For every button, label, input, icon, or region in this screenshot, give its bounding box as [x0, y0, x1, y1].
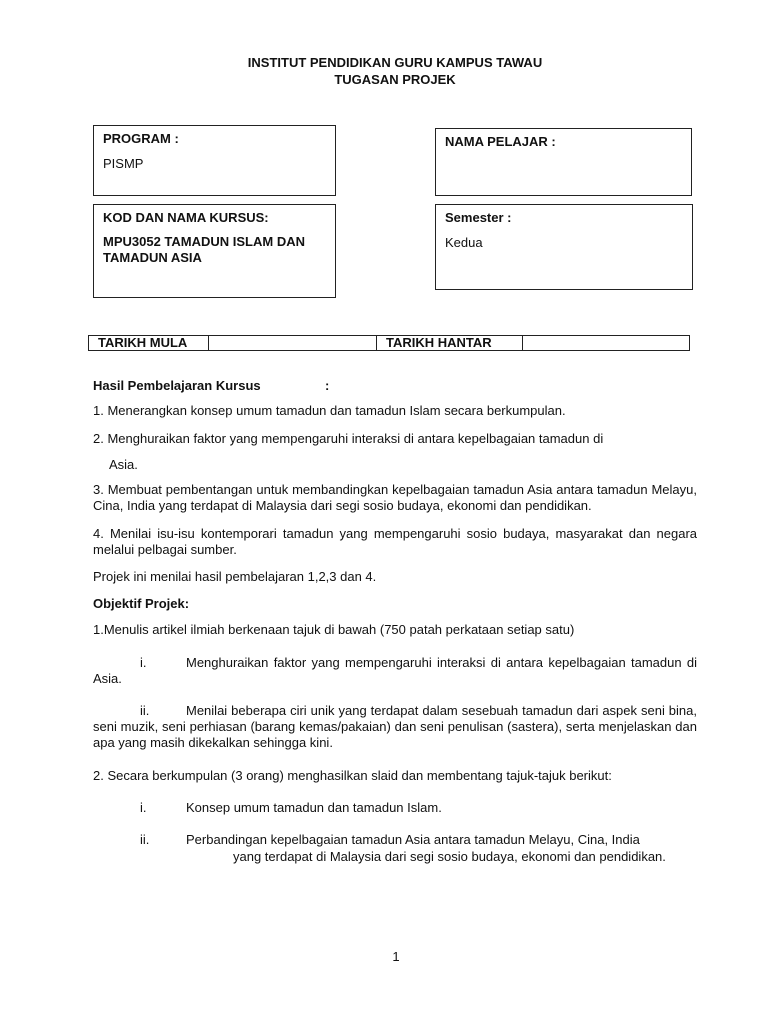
semester-label: Semester : — [445, 210, 512, 225]
task-2: 2. Secara berkumpulan (3 orang) menghasilkan slaid dan membentang tajuk-tajuk berikut: — [93, 768, 612, 783]
task-1-item-ii — [93, 703, 697, 751]
semester-box — [435, 204, 693, 290]
task-1: 1.Menulis artikel ilmiah berkenaan tajuk di bawah (750 patah perkataan setiap satu) — [93, 622, 575, 637]
task-2-item-ii-number: ii. — [140, 832, 150, 847]
outcome-2-continued: Asia. — [109, 457, 138, 472]
program-label: PROGRAM : — [103, 131, 179, 146]
task-1-item-ii-text: Menilai beberapa ciri unik yang terdapat dalam sesebuah tamadun dari aspek seni bina, seni muzik, seni perhiasan (barang kemas/pakaian) dan seni penulisan (sastera), serta menjelaskan dan apa yang masih dikekalkan sehingga kini. — [93, 703, 697, 750]
learning-outcomes-colon: : — [325, 378, 330, 393]
outcome-2: 2. Menghuraikan faktor yang mempengaruhi interaksi di antara kepelbagaian tamadun di — [93, 431, 604, 446]
start-date-label: TARIKH MULA — [89, 336, 209, 350]
program-value: PISMP — [103, 156, 144, 171]
date-row — [88, 335, 690, 351]
task-1-item-ii-number: ii. — [140, 703, 150, 718]
task-1-item-i-number: i. — [140, 655, 147, 670]
start-date-value[interactable] — [209, 336, 377, 350]
outcome-4: 4. Menilai isu-isu kontemporari tamadun yang mempengaruhi sosio budaya, masyarakat dan negara melalui pelbagai sumber. — [93, 526, 697, 557]
task-1-item-i — [93, 655, 697, 687]
task-2-item-i-number: i. — [140, 800, 147, 815]
student-name-label: NAMA PELAJAR : — [445, 134, 556, 149]
outcome-1: 1. Menerangkan konsep umum tamadun dan tamadun Islam secara berkumpulan. — [93, 403, 566, 418]
learning-outcomes-heading — [93, 378, 697, 394]
semester-value: Kedua — [445, 235, 483, 250]
learning-outcomes-heading-text: Hasil Pembelajaran Kursus — [93, 378, 261, 393]
submit-date-label: TARIKH HANTAR — [377, 336, 523, 350]
student-name-box[interactable] — [435, 128, 692, 196]
task-2-item-ii-continued: yang terdapat di Malaysia dari segi sosio budaya, ekonomi dan pendidikan. — [233, 849, 666, 864]
institute-title: INSTITUT PENDIDIKAN GURU KAMPUS TAWAU — [247, 55, 543, 70]
course-value: MPU3052 TAMADUN ISLAM DAN TAMADUN ASIA — [103, 234, 305, 265]
course-box — [93, 204, 336, 298]
task-2-item-ii-text: Perbandingan kepelbagaian tamadun Asia antara tamadun Melayu, Cina, India — [186, 832, 640, 847]
task-1-item-i-text: Menghuraikan faktor yang mempengaruhi interaksi di antara kepelbagaian tamadun di Asia. — [93, 655, 697, 686]
program-box — [93, 125, 336, 196]
course-label: KOD DAN NAMA KURSUS: — [103, 210, 269, 225]
task-2-item-i-text: Konsep umum tamadun dan tamadun Islam. — [186, 800, 442, 815]
outcome-3: 3. Membuat pembentangan untuk membandingkan kepelbagaian tamadun Asia antara tamadun Melayu, Cina, India yang terdapat di Malaysia dari segi sosio budaya, ekonomi dan pendidikan. — [93, 482, 697, 513]
outcomes-note: Projek ini menilai hasil pembelajaran 1,2,3 dan 4. — [93, 569, 377, 584]
document-subtitle: TUGASAN PROJEK — [334, 72, 456, 87]
page-number: 1 — [392, 949, 400, 964]
submit-date-value[interactable] — [523, 336, 689, 350]
objectives-heading: Objektif Projek: — [93, 596, 190, 611]
